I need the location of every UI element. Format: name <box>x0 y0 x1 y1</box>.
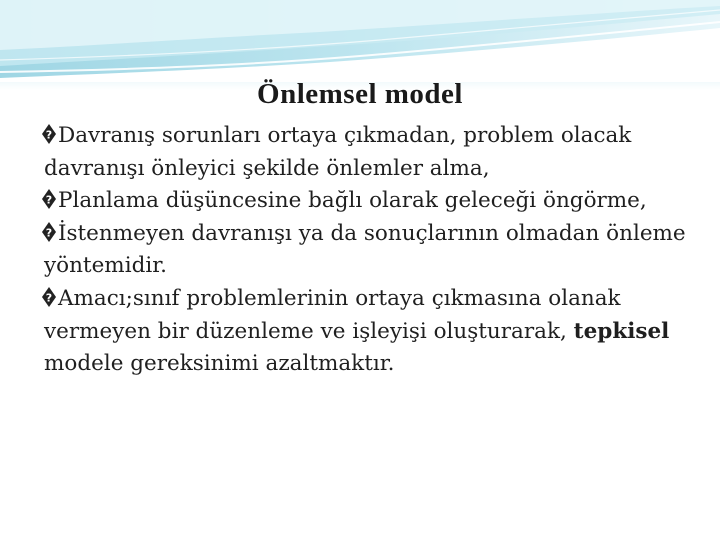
replacement-glyph-icon <box>41 221 57 243</box>
replacement-glyph-icon <box>41 286 57 308</box>
svg-text:?: ? <box>45 128 53 142</box>
bullet-text-3: İstenmeyen davranışı ya da sonuçlarının olmadan önleme yöntemidir. <box>44 220 686 279</box>
bullet-item-3 <box>44 218 694 283</box>
svg-text:?: ? <box>45 226 53 240</box>
slide-title <box>0 78 720 111</box>
header-wave-decoration <box>0 0 720 90</box>
bullet-text-1: Davranış sorunları ortaya çıkmadan, problem olacak davranışı önleyici şekilde önlemler alma, <box>44 123 632 181</box>
slide-title-text: Önlemsel model <box>257 78 463 110</box>
replacement-glyph-icon <box>41 123 57 145</box>
bullet-list <box>44 120 694 381</box>
bullet-text-2: Planlama düşüncesine bağlı olarak geleceği öngörme, <box>58 188 647 214</box>
bullet-item-1 <box>44 120 694 185</box>
replacement-glyph-icon <box>41 188 57 210</box>
bullet-text-4-before: Amacı;sınıf problemlerinin ortaya çıkmasına olanak vermeyen bir düzenleme ve işleyişi oluşturarak, <box>44 285 621 344</box>
bullet-text-4-bold: tepkisel <box>573 318 670 344</box>
svg-text:?: ? <box>45 291 53 305</box>
svg-text:?: ? <box>45 193 53 207</box>
bullet-text-4-after: modele gereksinimi azaltmaktır. <box>44 351 395 377</box>
bullet-item-4 <box>44 283 694 381</box>
bullet-item-2 <box>44 185 694 218</box>
